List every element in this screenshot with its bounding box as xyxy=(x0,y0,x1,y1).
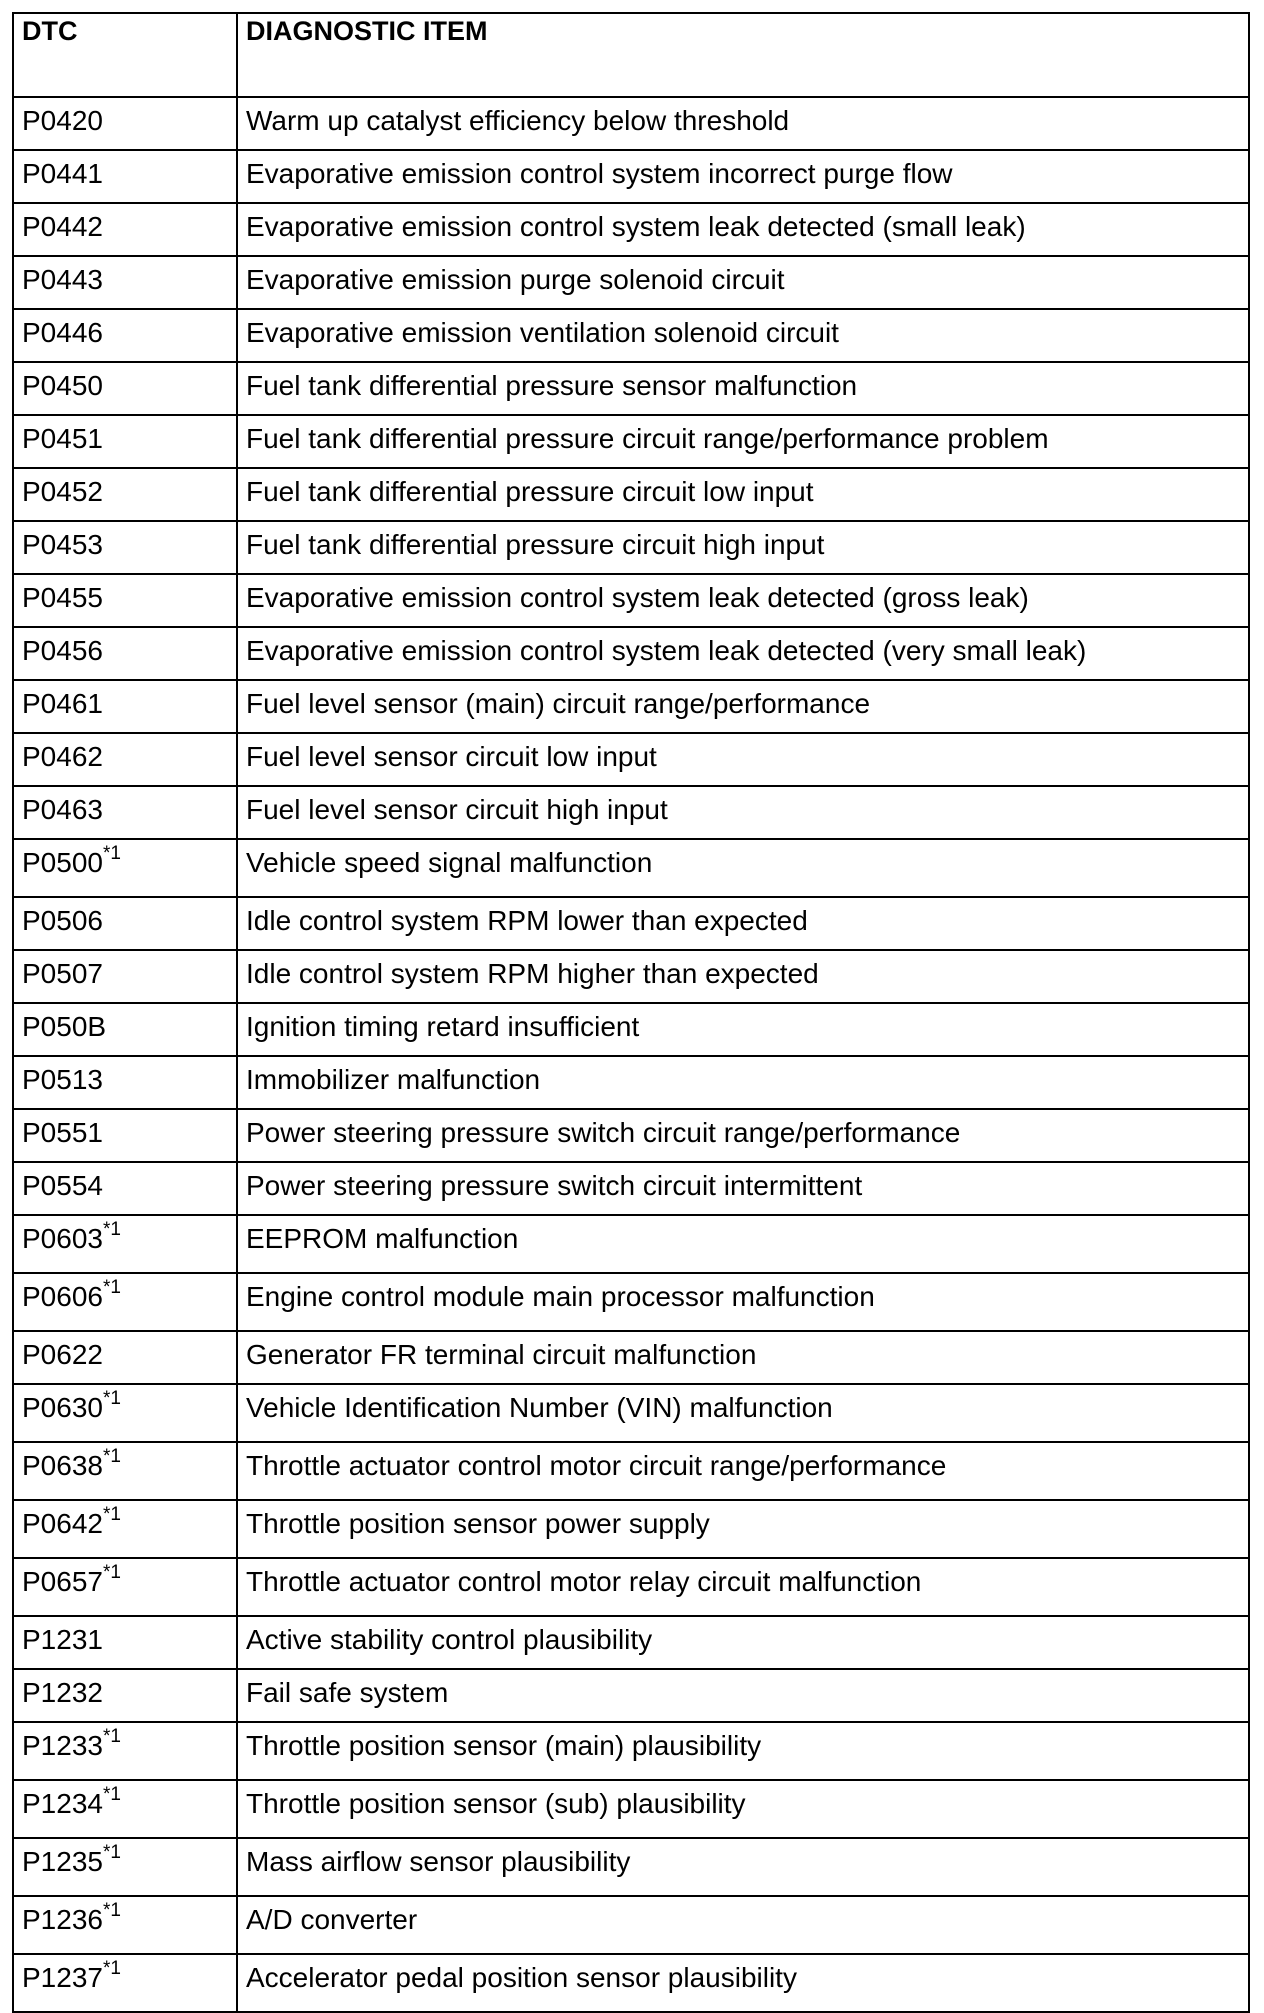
diagnostic-item-cell: Warm up catalyst efficiency below threshold xyxy=(237,97,1249,150)
table-row xyxy=(13,1500,1249,1558)
dtc-code: P0420 xyxy=(22,105,103,136)
dtc-code: P1234 xyxy=(22,1788,103,1819)
header-row xyxy=(13,13,1249,97)
table-row xyxy=(13,309,1249,362)
table-row xyxy=(13,415,1249,468)
dtc-code-cell xyxy=(13,1722,237,1780)
diagnostic-item-cell: Idle control system RPM higher than expected xyxy=(237,950,1249,1003)
diagnostic-item-cell: Accelerator pedal position sensor plausibility xyxy=(237,1954,1249,2012)
footnote-marker: *1 xyxy=(102,1899,121,1921)
table-row xyxy=(13,733,1249,786)
diagnostic-item-cell: EEPROM malfunction xyxy=(237,1215,1249,1273)
footnote-marker: *1 xyxy=(102,1561,121,1583)
table-row xyxy=(13,627,1249,680)
diagnostic-item-cell: Fail safe system xyxy=(237,1669,1249,1722)
diagnostic-item-cell: Evaporative emission control system leak detected (gross leak) xyxy=(237,574,1249,627)
dtc-code: P0606 xyxy=(22,1281,103,1312)
footnote-marker: *1 xyxy=(102,1783,121,1805)
dtc-code: P0443 xyxy=(22,264,103,295)
diagnostic-item-cell: Evaporative emission control system leak detected (very small leak) xyxy=(237,627,1249,680)
dtc-code-cell xyxy=(13,415,237,468)
dtc-code-cell xyxy=(13,627,237,680)
diagnostic-item-cell: A/D converter xyxy=(237,1896,1249,1954)
dtc-code-cell xyxy=(13,1780,237,1838)
diagnostic-item-cell: Generator FR terminal circuit malfunction xyxy=(237,1331,1249,1384)
dtc-code-cell xyxy=(13,897,237,950)
dtc-code-cell xyxy=(13,574,237,627)
diagnostic-item-cell: Throttle position sensor power supply xyxy=(237,1500,1249,1558)
table-row xyxy=(13,256,1249,309)
dtc-code-cell xyxy=(13,1003,237,1056)
dtc-code: P0657 xyxy=(22,1566,103,1597)
diagnostic-item-cell: Throttle actuator control motor circuit range/performance xyxy=(237,1442,1249,1500)
dtc-code-cell xyxy=(13,839,237,897)
table-row xyxy=(13,1384,1249,1442)
table-row xyxy=(13,203,1249,256)
dtc-code: P0513 xyxy=(22,1064,103,1095)
diagnostic-item-cell: Engine control module main processor malfunction xyxy=(237,1273,1249,1331)
table-row xyxy=(13,1162,1249,1215)
dtc-code-cell xyxy=(13,1109,237,1162)
dtc-code-cell xyxy=(13,97,237,150)
diagnostic-item-cell: Immobilizer malfunction xyxy=(237,1056,1249,1109)
diagnostic-item-cell: Vehicle Identification Number (VIN) malfunction xyxy=(237,1384,1249,1442)
table-row xyxy=(13,1722,1249,1780)
footnote-marker: *1 xyxy=(102,1387,121,1409)
dtc-code: P0452 xyxy=(22,476,103,507)
dtc-code-cell xyxy=(13,521,237,574)
dtc-code: P0554 xyxy=(22,1170,103,1201)
table-row xyxy=(13,897,1249,950)
table-row xyxy=(13,362,1249,415)
dtc-code: P0453 xyxy=(22,529,103,560)
diagnostic-item-cell: Fuel level sensor circuit high input xyxy=(237,786,1249,839)
dtc-code-cell xyxy=(13,1616,237,1669)
dtc-code-cell xyxy=(13,256,237,309)
dtc-code: P0461 xyxy=(22,688,103,719)
diagnostic-item-cell: Idle control system RPM lower than expected xyxy=(237,897,1249,950)
dtc-code-cell xyxy=(13,150,237,203)
dtc-code: P0630 xyxy=(22,1392,103,1423)
table-row xyxy=(13,1003,1249,1056)
table-row xyxy=(13,950,1249,1003)
dtc-code: P0441 xyxy=(22,158,103,189)
dtc-code-cell xyxy=(13,1558,237,1616)
table-row xyxy=(13,150,1249,203)
table-row xyxy=(13,1215,1249,1273)
table-row xyxy=(13,1558,1249,1616)
dtc-code: P0551 xyxy=(22,1117,103,1148)
dtc-code: P1231 xyxy=(22,1624,103,1655)
dtc-code: P0642 xyxy=(22,1508,103,1539)
dtc-code: P1233 xyxy=(22,1730,103,1761)
diagnostic-item-cell: Mass airflow sensor plausibility xyxy=(237,1838,1249,1896)
dtc-code: P1232 xyxy=(22,1677,103,1708)
dtc-code-cell xyxy=(13,950,237,1003)
table-row xyxy=(13,839,1249,897)
dtc-code-cell xyxy=(13,468,237,521)
dtc-code: P0506 xyxy=(22,905,103,936)
table-row xyxy=(13,786,1249,839)
diagnostic-item-cell: Evaporative emission control system incorrect purge flow xyxy=(237,150,1249,203)
table-row xyxy=(13,1896,1249,1954)
footnote-marker: *1 xyxy=(102,1218,121,1240)
dtc-code: P0622 xyxy=(22,1339,103,1370)
dtc-code-cell xyxy=(13,786,237,839)
footnote-marker: *1 xyxy=(102,1957,121,1979)
diagnostic-item-cell: Ignition timing retard insufficient xyxy=(237,1003,1249,1056)
footnote-marker: *1 xyxy=(102,1503,121,1525)
footnote-marker: *1 xyxy=(102,1841,121,1863)
diagnostic-item-cell: Fuel tank differential pressure circuit range/performance problem xyxy=(237,415,1249,468)
table-row xyxy=(13,1616,1249,1669)
table-row xyxy=(13,97,1249,150)
dtc-code-cell xyxy=(13,733,237,786)
dtc-code-cell xyxy=(13,1384,237,1442)
table-row xyxy=(13,1056,1249,1109)
table-row xyxy=(13,1669,1249,1722)
dtc-code: P1237 xyxy=(22,1962,103,1993)
dtc-code: P0451 xyxy=(22,423,103,454)
dtc-code-cell xyxy=(13,1669,237,1722)
table-row xyxy=(13,1331,1249,1384)
diagnostic-item-cell: Vehicle speed signal malfunction xyxy=(237,839,1249,897)
dtc-code-cell xyxy=(13,1331,237,1384)
diagnostic-item-cell: Fuel tank differential pressure circuit high input xyxy=(237,521,1249,574)
footnote-marker: *1 xyxy=(102,1725,121,1747)
dtc-code: P0455 xyxy=(22,582,103,613)
dtc-code: P0446 xyxy=(22,317,103,348)
diagnostic-item-cell: Throttle actuator control motor relay circuit malfunction xyxy=(237,1558,1249,1616)
dtc-code: P0442 xyxy=(22,211,103,242)
footnote-marker: *1 xyxy=(102,842,121,864)
diagnostic-item-cell: Active stability control plausibility xyxy=(237,1616,1249,1669)
dtc-code: P0456 xyxy=(22,635,103,666)
dtc-code-cell xyxy=(13,1500,237,1558)
header-diagnostic-item: DIAGNOSTIC ITEM xyxy=(237,13,1249,97)
diagnostic-item-cell: Evaporative emission control system leak detected (small leak) xyxy=(237,203,1249,256)
dtc-table xyxy=(12,12,1250,2013)
diagnostic-item-cell: Power steering pressure switch circuit range/performance xyxy=(237,1109,1249,1162)
dtc-code-cell xyxy=(13,203,237,256)
diagnostic-item-cell: Evaporative emission purge solenoid circuit xyxy=(237,256,1249,309)
table-row xyxy=(13,468,1249,521)
dtc-code-cell xyxy=(13,1273,237,1331)
dtc-code-cell xyxy=(13,309,237,362)
table-row xyxy=(13,1838,1249,1896)
footnote-marker: *1 xyxy=(102,1445,121,1467)
dtc-code: P0500 xyxy=(22,847,103,878)
diagnostic-item-cell: Fuel tank differential pressure sensor malfunction xyxy=(237,362,1249,415)
table-row xyxy=(13,1780,1249,1838)
dtc-code: P1236 xyxy=(22,1904,103,1935)
dtc-code-cell xyxy=(13,680,237,733)
diagnostic-item-cell: Throttle position sensor (main) plausibility xyxy=(237,1722,1249,1780)
dtc-code: P0462 xyxy=(22,741,103,772)
dtc-code: P0638 xyxy=(22,1450,103,1481)
dtc-code-cell xyxy=(13,1442,237,1500)
dtc-code-cell xyxy=(13,1056,237,1109)
dtc-code-cell xyxy=(13,1838,237,1896)
table-row xyxy=(13,1954,1249,2012)
table-row xyxy=(13,574,1249,627)
dtc-code-cell xyxy=(13,1215,237,1273)
diagnostic-item-cell: Fuel level sensor (main) circuit range/performance xyxy=(237,680,1249,733)
dtc-code-cell xyxy=(13,362,237,415)
dtc-code: P0603 xyxy=(22,1223,103,1254)
diagnostic-item-cell: Throttle position sensor (sub) plausibility xyxy=(237,1780,1249,1838)
diagnostic-item-cell: Fuel level sensor circuit low input xyxy=(237,733,1249,786)
table-row xyxy=(13,521,1249,574)
dtc-code: P1235 xyxy=(22,1846,103,1877)
table-row xyxy=(13,1442,1249,1500)
header-dtc: DTC xyxy=(13,13,237,97)
dtc-code: P050B xyxy=(22,1011,107,1042)
table-row xyxy=(13,1273,1249,1331)
diagnostic-item-cell: Evaporative emission ventilation solenoid circuit xyxy=(237,309,1249,362)
table-row xyxy=(13,680,1249,733)
table-body xyxy=(13,97,1249,2012)
footnote-marker: *1 xyxy=(102,1276,121,1298)
dtc-code-cell xyxy=(13,1896,237,1954)
dtc-code-cell xyxy=(13,1162,237,1215)
diagnostic-item-cell: Fuel tank differential pressure circuit low input xyxy=(237,468,1249,521)
dtc-code-cell xyxy=(13,1954,237,2012)
diagnostic-item-cell: Power steering pressure switch circuit intermittent xyxy=(237,1162,1249,1215)
dtc-code: P0463 xyxy=(22,794,103,825)
dtc-code: P0507 xyxy=(22,958,103,989)
table-row xyxy=(13,1109,1249,1162)
dtc-code: P0450 xyxy=(22,370,103,401)
